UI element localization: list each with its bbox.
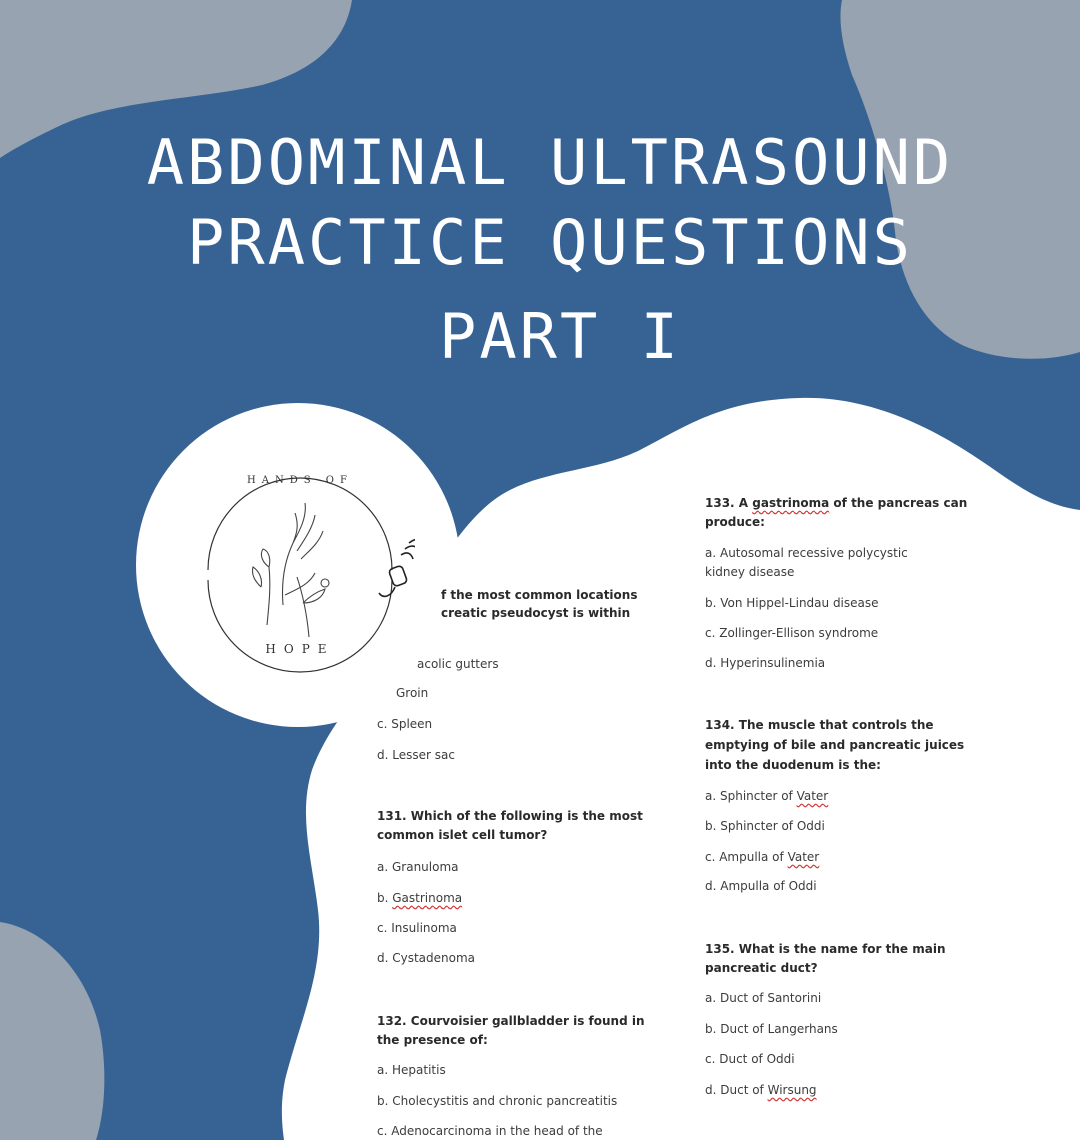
q134-option-a-word: Vater [796, 789, 829, 803]
q134-option-c-prefix: c. Ampulla of [705, 850, 788, 864]
q135-line-2: pancreatic duct? [705, 961, 818, 975]
title-line-3: PART I [439, 300, 681, 373]
q133-option-a-1: a. Autosomal recessive polycystic [705, 546, 908, 560]
title-line-2: PRACTICE QUESTIONS [187, 206, 913, 279]
q134-option-a-prefix: a. Sphincter of [705, 789, 797, 803]
q134-line-1: 134. The muscle that controls the [705, 718, 934, 732]
title-line-1: ABDOMINAL ULTRASOUND [146, 126, 954, 199]
logo-ring-top [208, 478, 392, 570]
q131-option-d: d. Cystadenoma [377, 951, 476, 965]
q133-option-d: d. Hyperinsulinemia [705, 656, 826, 670]
q134-line-2: emptying of bile and pancreatic juices [705, 738, 965, 752]
q133-suffix: of the pancreas can [829, 496, 968, 510]
q131-line-1: 131. Which of the following is the most [377, 809, 643, 823]
q133-option-c: c. Zollinger-Ellison syndrome [705, 626, 879, 640]
q134-option-c-word: Vater [787, 850, 820, 864]
q134-option-b: b. Sphincter of Oddi [705, 819, 825, 833]
ultrasound-probe-icon [379, 539, 415, 596]
q135-option-d-prefix: d. Duct of [705, 1083, 768, 1097]
q135-option-c: c. Duct of Oddi [705, 1052, 795, 1066]
q132-option-a: a. Hepatitis [377, 1063, 446, 1077]
q134-option-c [705, 850, 819, 864]
q134-option-d: d. Ampulla of Oddi [705, 879, 817, 893]
q130-option-d: d. Lesser sac [377, 748, 455, 762]
logo-ring-bottom [208, 580, 392, 672]
q131-line-2: common islet cell tumor? [377, 828, 548, 842]
q131-option-c: c. Insulinoma [377, 921, 457, 935]
q134-option-a [705, 789, 828, 803]
q133-line-1 [705, 496, 967, 510]
q133-option-a-2: kidney disease [705, 565, 795, 579]
q132-line-2: the presence of: [377, 1033, 488, 1047]
q134-line-3: into the duodenum is the: [705, 758, 881, 772]
q135-line-1: 135. What is the name for the main [705, 942, 946, 956]
logo-bottom-text: HOPE [265, 642, 335, 656]
q132-option-c: c. Adenocarcinoma in the head of the [377, 1124, 603, 1138]
q135-option-d-word: Wirsung [767, 1083, 817, 1097]
q133-prefix: 133. A [705, 496, 753, 510]
q130-option-a: acolic gutters [417, 657, 499, 671]
q131-option-b-word: Gastrinoma [392, 891, 463, 905]
q135-option-a: a. Duct of Santorini [705, 991, 822, 1005]
bottom-left-blob [0, 922, 104, 1140]
q131-option-a: a. Granuloma [377, 860, 459, 874]
hand-flower-icon [252, 503, 329, 637]
q130-line-1: f the most common locations [441, 588, 638, 602]
q130-option-b: Groin [396, 686, 429, 700]
q133-line-2: produce: [705, 515, 765, 529]
q130-option-c: c. Spleen [377, 717, 433, 731]
q132-option-b: b. Cholecystitis and chronic pancreatitis [377, 1094, 618, 1108]
q131-option-b [377, 891, 462, 905]
q135-option-b: b. Duct of Langerhans [705, 1022, 838, 1036]
q131-option-b-prefix: b. [377, 891, 393, 905]
q132-line-1: 132. Courvoisier gallbladder is found in [377, 1014, 645, 1028]
q135-option-d [705, 1083, 817, 1097]
q133-word: gastrinoma [752, 496, 830, 510]
q130-line-2: creatic pseudocyst is within [441, 606, 631, 620]
logo-top-text: HANDS OF [247, 475, 353, 486]
q133-option-b: b. Von Hippel-Lindau disease [705, 596, 879, 610]
hands-of-hope-logo [185, 455, 415, 685]
